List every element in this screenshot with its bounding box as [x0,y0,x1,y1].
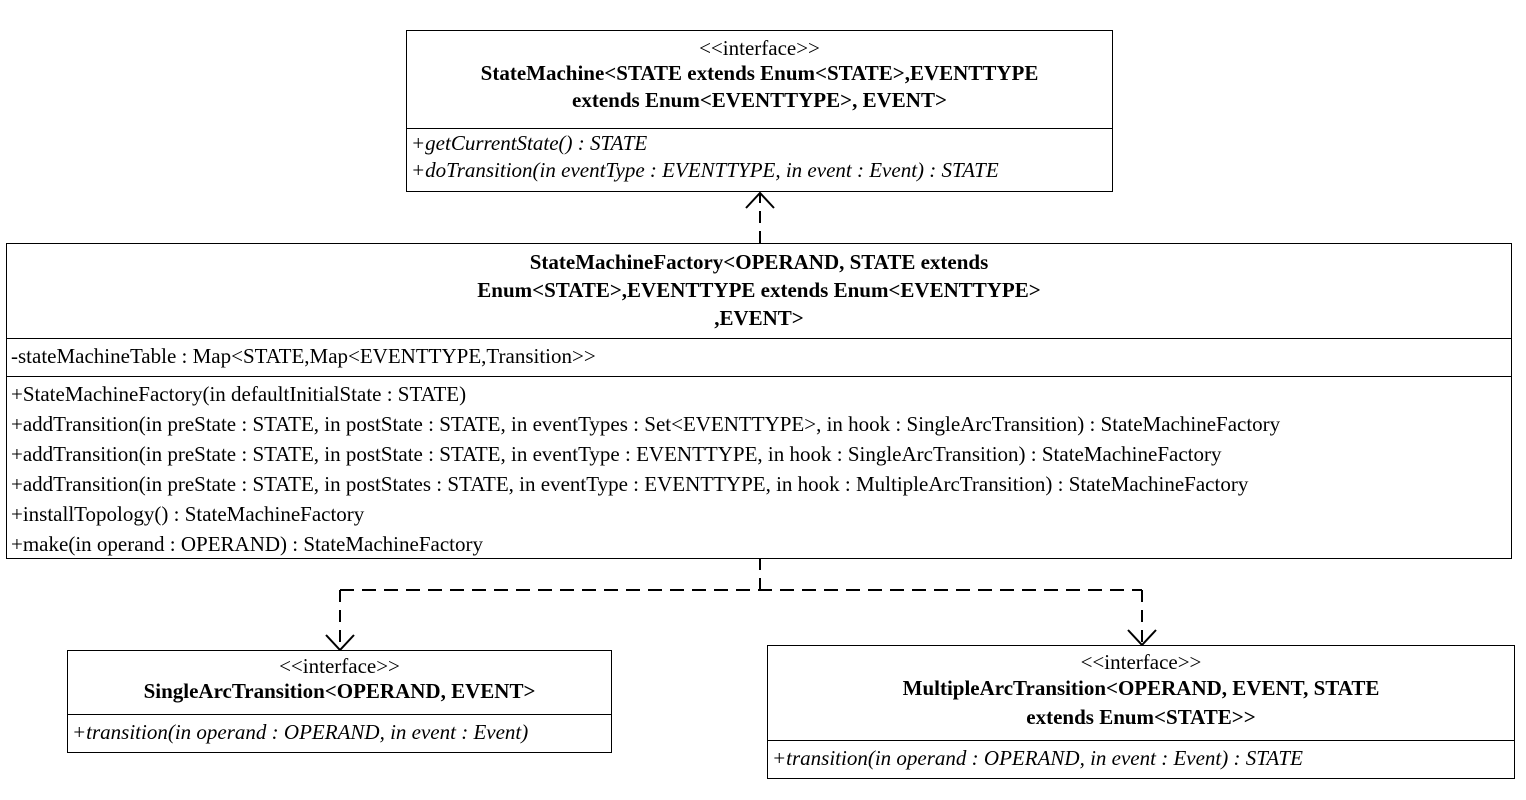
attributes-section [7,339,1511,377]
stereotype-label: <<interface>> [279,654,400,678]
attribute: -stateMachineTable : Map<STATE,Map<EVENTTYPE,Transition>> [11,344,596,368]
class-name: SingleArcTransition<OPERAND, EVENT> [143,679,536,703]
operations-section [768,741,1514,773]
operation: +installTopology() : StateMachineFactory [11,502,365,526]
class-name-cont: Enum<STATE>,EVENTTYPE extends Enum<EVENTTYPE> [477,278,1041,302]
operation: +addTransition(in preState : STATE, in postState : STATE, in eventTypes : Set<EVENTTYPE>, in hook : SingleArcTransition) : StateMachineFactory [11,412,1281,436]
statemachine-header [407,31,1112,129]
operation: +doTransition(in eventType : EVENTTYPE, in event : Event) : STATE [411,158,999,182]
stereotype-label: <<interface>> [1080,650,1202,674]
class-name-cont: ,EVENT> [714,306,804,330]
class-name-cont: extends Enum<EVENTTYPE>, EVENT> [572,88,947,112]
stereotype-label: <<interface>> [699,36,820,60]
multiple-arc-class-box[interactable] [767,645,1515,779]
operation: +StateMachineFactory(in defaultInitialState : STATE) [11,382,467,406]
class-name-cont: extends Enum<STATE>> [1026,705,1256,729]
factory-class-box[interactable] [6,243,1512,559]
multiple-arc-header [768,646,1514,741]
operation: +transition(in operand : OPERAND, in event : Event) : STATE [772,746,1303,770]
class-name: StateMachine<STATE extends Enum<STATE>,EVENTTYPE [480,61,1039,85]
class-name: StateMachineFactory<OPERAND, STATE extends [529,250,989,274]
operation: +addTransition(in preState : STATE, in postStates : STATE, in eventType : EVENTTYPE, in hook : MultipleArcTransition) : StateMachineFactory [11,472,1249,496]
operations-section [7,377,1511,559]
operation: +getCurrentState() : STATE [411,131,648,155]
factory-header [7,244,1511,339]
operation: +make(in operand : OPERAND) : StateMachineFactory [11,532,483,556]
operations-section [407,129,1112,184]
operation: +transition(in operand : OPERAND, in event : Event) [72,720,529,744]
single-arc-class-box[interactable] [67,650,612,753]
single-arc-header [68,651,611,715]
class-name: MultipleArcTransition<OPERAND, EVENT, STATE [902,676,1380,700]
operations-section [68,715,611,747]
operation: +addTransition(in preState : STATE, in postState : STATE, in eventType : EVENTTYPE, in hook : SingleArcTransition) : StateMachineFactory [11,442,1222,466]
statemachine-class-box[interactable] [406,30,1113,192]
